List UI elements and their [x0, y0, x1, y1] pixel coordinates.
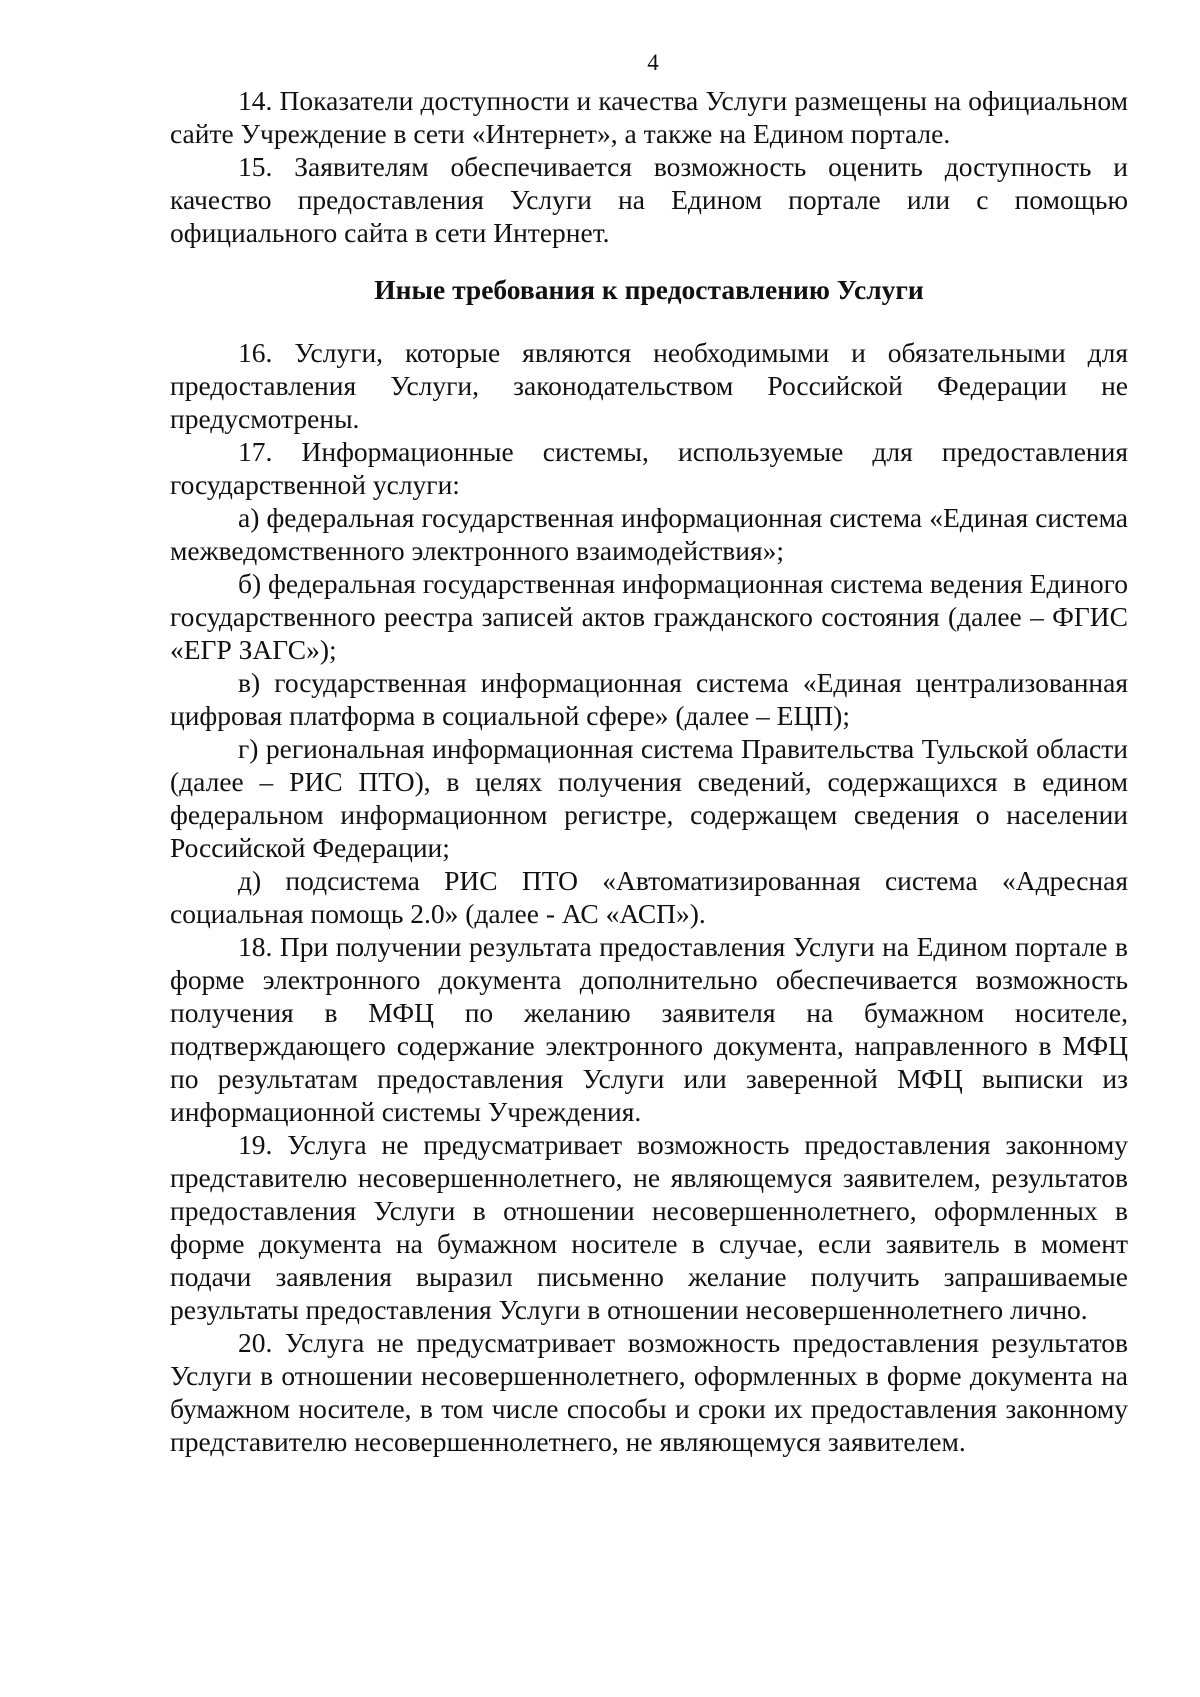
paragraph-15: 15. Заявителям обеспечивается возможность оценить доступность и качество предоставления Услуги на Едином портале или с помощью официального сайта в сети Интернет.: [170, 151, 1128, 248]
section-heading: Иные требования к предоставлению Услуги: [374, 274, 924, 305]
page-number: 4: [647, 50, 659, 75]
paragraph-16: 16. Услуги, которые являются необходимыми и обязательными для предоставления Услуги, законодательством Российской Федерации не предусмотрены.: [170, 337, 1128, 434]
paragraph-19: 19. Услуга не предусматривает возможность предоставления законному представителю несовершеннолетнего, не являющемуся заявителем, результатов предоставления Услуги в отношении несовершеннолетнего, оформленных в форме документа на бумажном носителе в случае, если заявитель в момент подачи заявления выразил письменно желание получить запрашиваемые результаты предоставления Услуги в отношении несовершеннолетнего лично.: [170, 1129, 1128, 1325]
paragraph-17: 17. Информационные системы, используемые для предоставления государственной услуги:: [170, 436, 1128, 500]
document-page: [170, 48, 1128, 1458]
paragraph-14: 14. Показатели доступности и качества Услуги размещены на официальном сайте Учреждение в сети «Интернет», а также на Едином портале.: [170, 85, 1128, 149]
paragraph-17-b: б) федеральная государственная информационная система ведения Единого государственного реестра записей актов гражданского состояния (далее – ФГИС «ЕГР ЗАГС»);: [170, 568, 1128, 665]
paragraph-17-g: г) региональная информационная система Правительства Тульской области (далее – РИС ПТО), в целях получения сведений, содержащихся в едином федеральном информационном регистре, содержащем сведения о населении Российской Федерации;: [170, 733, 1128, 863]
paragraph-17-v: в) государственная информационная система «Единая централизованная цифровая платформа в социальной сфере» (далее – ЕЦП);: [170, 667, 1128, 731]
paragraph-18: 18. При получении результата предоставления Услуги на Едином портале в форме электронного документа дополнительно обеспечивается возможность получения в МФЦ по желанию заявителя на бумажном носителе, подтверждающего содержание электронного документа, направленного в МФЦ по результатам предоставления Услуги или заверенной МФЦ выписки из информационной системы Учреждения.: [170, 931, 1128, 1127]
paragraph-17-a: а) федеральная государственная информационная система «Единая система межведомственного электронного взаимодействия»;: [170, 502, 1128, 566]
paragraph-20: 20. Услуга не предусматривает возможность предоставления результатов Услуги в отношении несовершеннолетнего, оформленных в форме документа на бумажном носителе, в том числе способы и сроки их предоставления законному представителю несовершеннолетнего, не являющемуся заявителем.: [170, 1327, 1128, 1457]
paragraph-17-d: д) подсистема РИС ПТО «Автоматизированная система «Адресная социальная помощь 2.0» (далее - АС «АСП»).: [170, 865, 1128, 929]
